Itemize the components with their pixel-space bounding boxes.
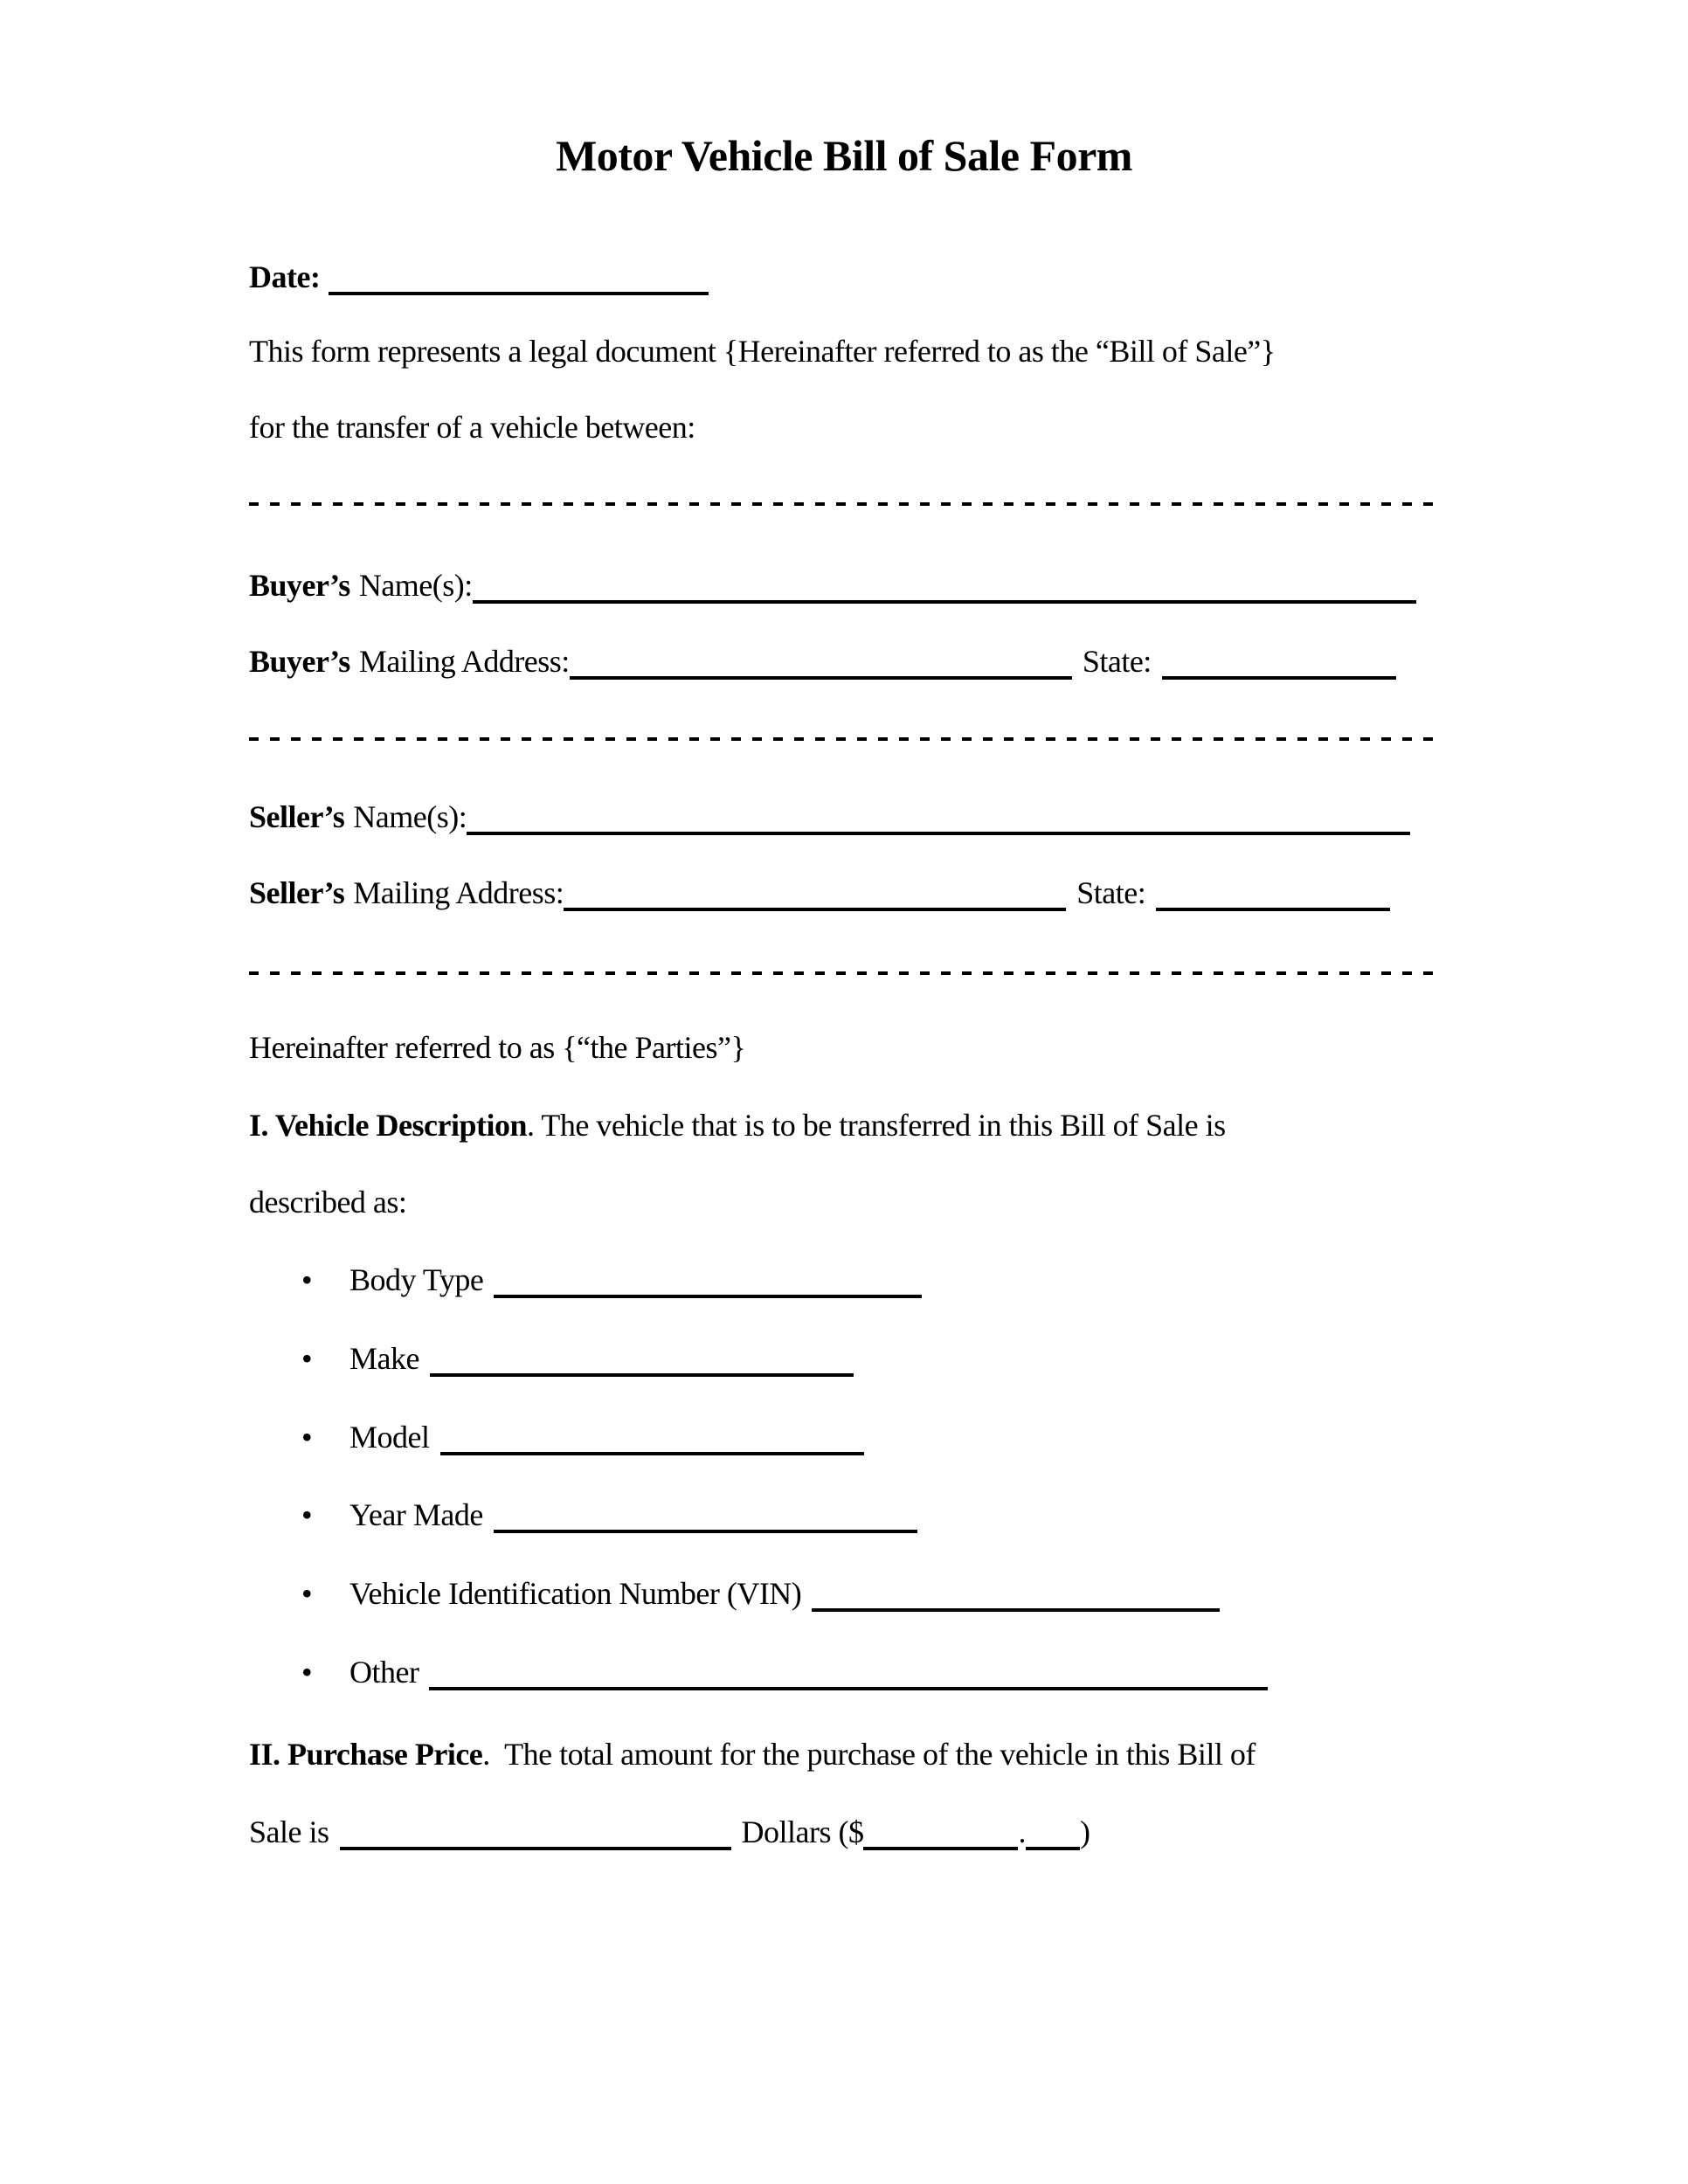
sale-is-label: Sale is [249,1814,329,1849]
year-made-blank [494,1530,917,1533]
bullet-item-body-type [249,1261,1542,1299]
bullet-icon: • [301,1576,313,1611]
buyer-state-blank [1162,676,1396,680]
seller-state-blank [1156,908,1390,911]
dashed-divider [249,737,1442,741]
bullet-icon: • [301,1341,313,1376]
decimal-point: . [1018,1814,1026,1849]
buyer-bold-label: Buyer’s [249,644,350,679]
seller-name-blank [467,832,1410,835]
bullet-label: Model [349,1420,430,1455]
buyer-address-label: Mailing Address: [358,644,570,679]
section2-heading: II. Purchase Price [249,1737,483,1772]
section1-text: . The vehicle that is to be transferred in this Bill of Sale is [527,1108,1226,1143]
date-label: Date: [249,259,321,294]
buyer-name-line [249,567,1442,605]
purchase-price-line [249,1814,1442,1851]
section2-heading-line [249,1736,1442,1773]
model-blank [440,1452,864,1455]
make-blank [430,1373,854,1377]
bullet-label: Other [349,1655,419,1690]
close-paren: ) [1079,1814,1090,1849]
section1-heading-line [249,1107,1442,1144]
bullet-label: Body Type [349,1262,484,1297]
other-blank [429,1687,1268,1690]
seller-address-label: Mailing Address: [353,875,564,910]
section1-heading: I. Vehicle Description [249,1108,527,1143]
dashed-divider [249,971,1442,975]
bullet-label: Vehicle Identification Number (VIN) [349,1576,802,1611]
bullet-icon: • [301,1420,313,1455]
bullet-item-vin [249,1575,1542,1613]
intro-line-2: for the transfer of a vehicle between: [249,410,695,445]
bullet-item-model [249,1419,1542,1456]
buyer-name-blank [473,600,1416,604]
seller-state-label: State: [1076,875,1146,910]
seller-bold-label: Seller’s [249,799,345,834]
bullet-item-make [249,1340,1542,1378]
section2-text: . The total amount for the purchase of the vehicle in this Bill of [482,1737,1256,1772]
seller-name-label: Name(s): [353,799,467,834]
dashed-divider [249,502,1442,506]
bullet-label: Make [349,1341,419,1376]
date-line [249,259,1442,296]
bullet-icon: • [301,1497,313,1532]
buyer-name-label: Name(s): [358,568,473,603]
seller-address-line [249,874,1442,912]
seller-bold-label: Seller’s [249,875,345,910]
vin-blank [812,1608,1220,1612]
buyer-address-line [249,643,1442,681]
bullet-icon: • [301,1655,313,1690]
bullet-icon: • [301,1262,313,1297]
bullet-item-other [249,1654,1542,1691]
buyer-state-label: State: [1082,644,1152,679]
buyer-address-blank [570,676,1072,680]
date-blank [329,292,709,295]
body-type-blank [494,1295,922,1298]
seller-address-blank [564,908,1066,911]
dollars-amount-blank [863,1847,1018,1850]
dollars-label: Dollars ($ [741,1814,864,1849]
amount-words-blank [340,1847,731,1850]
parties-line: Hereinafter referred to as {“the Parties”} [249,1030,746,1065]
cents-blank [1026,1847,1080,1850]
page-title: Motor Vehicle Bill of Sale Form [556,131,1132,180]
bullet-item-year-made [249,1496,1542,1534]
seller-name-line [249,798,1442,836]
intro-line-1: This form represents a legal document {Hereinafter referred to as the “Bill of Sale”} [249,334,1276,369]
bullet-label: Year Made [349,1497,483,1532]
section1-text2: described as: [249,1185,407,1220]
buyer-bold-label: Buyer’s [249,568,350,603]
